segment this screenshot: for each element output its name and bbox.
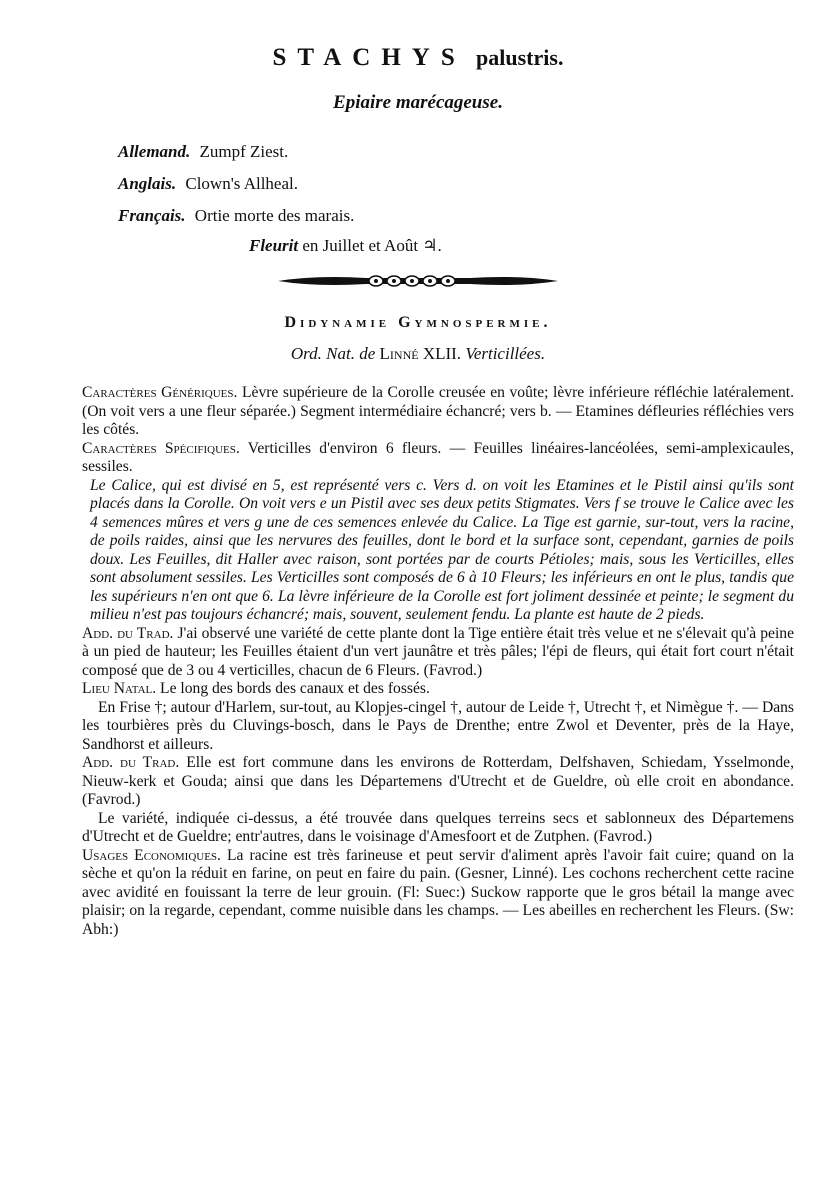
language-label: Anglais. <box>118 174 177 193</box>
paragraph-economic-uses <box>82 847 794 940</box>
section-heading: Add. du Trad. <box>82 754 180 771</box>
section-text: Lèvre supérieure de la Corolle creusée en voûte; lèvre inférieure réfléchie latéralement. (On voit vers a une fleur séparée.) Segment intermédiaire échancré; vers b. — Etamines défleuries réfléchies vers les côtés. <box>82 384 794 438</box>
vernacular-name: Zumpf Ziest. <box>199 142 289 161</box>
section-heading: Lieu Natal. <box>82 680 157 697</box>
section-text: Le Calice, qui est divisé en 5, est représenté vers c. Vers d. on voit les Etamines et le Pistil ainsi qu'ils sont placés dans la Corolle. On voit vers e un Pistil avec ses deux petits Stigmates. Vers f se trouve le Calice avec les 4 semences mûres et vers g une de ces semences enlevée du Calice. La Tige est garnie, sur-tout, vers la racine, de poils raides, ainsi que les nervures des feuilles, dont le bord et la surface sont, cependant, garnies de poils doux. Les Feuilles, dit Haller avec raison, sont portées par de courts Pétioles; mais, sous les Verticilles, elles sont absolument sessiles. Les Verticilles sont composés de 6 à 10 Fleurs; les inférieurs en ont le plus, tandis que les supérieurs n'en ont que 6. La lèvre inférieure de la Corolle est fort joliment dessinée et peinte; le segment du milieu n'est pas toujours échancré; mais, souvent, seulement fendu. La plante est haute de 2 pieds. <box>90 476 794 623</box>
vernacular-row <box>118 200 618 232</box>
order-prefix: Ord. Nat. de <box>290 344 376 363</box>
paragraph-specific-characters <box>82 440 794 477</box>
language-label: Allemand. <box>118 142 191 161</box>
flowering-text: en Juillet et Août ♃. <box>302 236 442 255</box>
order-name: Verticillées. <box>465 344 546 363</box>
description-body <box>82 384 794 939</box>
natural-order <box>0 344 836 364</box>
section-text: Le long des bords des canaux et des fossés. <box>160 680 430 697</box>
section-heading: Caractères Génériques. <box>82 384 238 401</box>
vernacular-row <box>118 168 618 200</box>
section-heading: Usages Economiques. <box>82 846 221 864</box>
section-text: J'ai observé une variété de cette plante dont la Tige entière était très velue et ne s'élevait qu'à peine à un pied de hauteur; les Feuilles étaient d'un vert jaunâtre et très pâles; l'épi de fleurs, qui était fort court n'était composé que de 3 ou 4 verticilles, chacun de 6 Fleurs. (Favrod.) <box>82 624 795 679</box>
linnaean-class: Didynamie Gymnospermie. <box>284 314 552 331</box>
flowering-label: Fleurit <box>249 236 299 255</box>
section-text: Verticilles d'environ 6 fleurs. — Feuilles linéaires-lancéolées, semi-amplexicaules, sessiles. <box>82 439 795 475</box>
section-text: Elle est fort commune dans les environs de Rotterdam, Delfshaven, Schiedam, Ysselmonde, Nieuw-kerk et Gouda; ainsi que dans les Départemens d'Utrecht et de Gueldre, où elle croit en abondance. (Favrod.) <box>82 754 794 808</box>
paragraph-translator-note <box>82 754 794 810</box>
flowering-time <box>249 234 442 258</box>
vernacular-row <box>118 136 618 168</box>
section-heading: Caractères Spécifiques. <box>82 439 240 457</box>
species-name: palustris. <box>476 45 564 70</box>
paragraph-translator-note <box>82 625 794 681</box>
paragraph-generic-characters <box>82 384 794 440</box>
ornament-divider-icon <box>276 270 560 292</box>
paragraph-plate-description <box>82 477 794 625</box>
paragraph-variety <box>82 810 794 847</box>
french-name: Epiaire marécageuse. <box>333 92 503 113</box>
section-text: En Frise †; autour d'Harlem, sur-tout, au Klopjes-cingel †, autour de Leide †, Utrecht †, et Nimègue †. — Dans les tourbières près du Cluvings-bosch, dans le Pays de Drenthe; entre Zwol et Deventer, près de la Haye, Sandhorst et ailleurs. <box>82 698 794 753</box>
genus-name: STACHYS <box>272 44 466 71</box>
section-text: La racine est très farineuse et peut servir d'aliment après l'avoir fait cuire; quand on la sèche et qu'on la réduit en farine, on peut en faire du pain. (Gesner, Linné). Les cochons recherchent cette racine avec avidité en fouissant la terre de leur grouin. (Fl: Suec:) Suckow rapporte que le gros bétail la mange avec plaisir; on la regarde, cependant, comme nuisible dans les champs. — Les abeilles en recherchent les Fleurs. (Sw: Abh:) <box>82 846 794 938</box>
vernacular-name: Ortie morte des marais. <box>194 206 355 225</box>
vernacular-name: Clown's Allheal. <box>185 174 298 193</box>
vernacular-names <box>118 136 618 232</box>
page-title <box>0 44 836 72</box>
paragraph-habitat <box>82 680 794 699</box>
section-text: Le variété, indiquée ci-dessus, a été trouvée dans quelques terreins secs et sablonneux des Départemens d'Utrecht et de Gueldre; entr'autres, dans le voisinage d'Amesfoort et de Zutphen. (Favrod.) <box>82 809 794 845</box>
order-number: XLII. <box>422 344 462 363</box>
paragraph-localities <box>82 699 794 755</box>
section-heading: Add. du Trad. <box>82 624 174 642</box>
language-label: Français. <box>118 206 186 225</box>
order-author: Linné <box>379 344 419 363</box>
